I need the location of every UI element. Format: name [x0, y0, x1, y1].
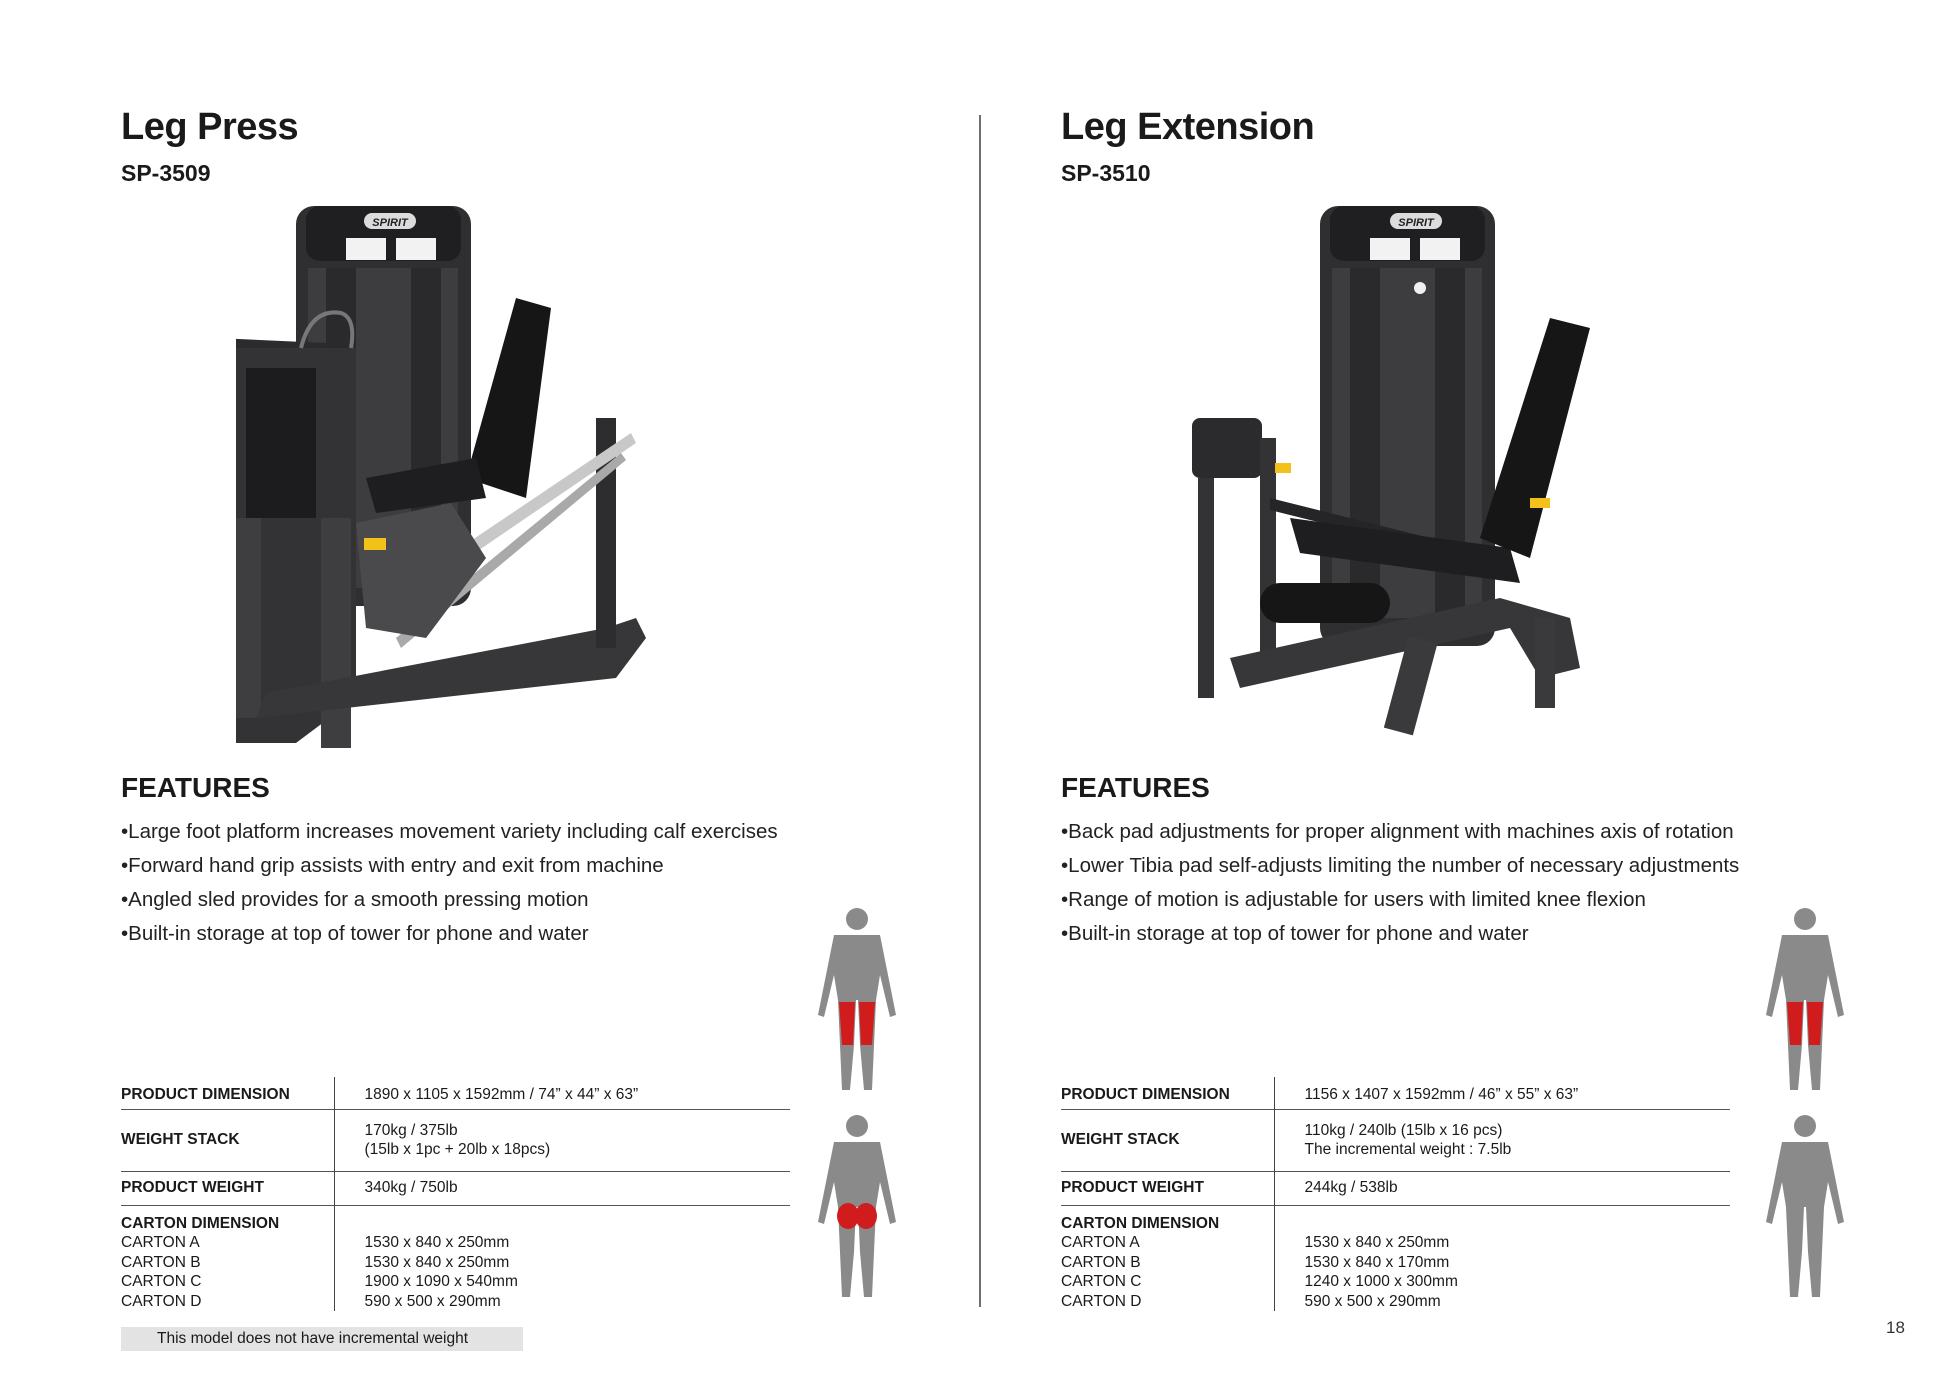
- product-title: Leg Extension: [1061, 106, 1315, 148]
- carton-value: 1530 x 840 x 250mm: [364, 1253, 510, 1271]
- carton-label: CARTON B: [121, 1253, 201, 1271]
- carton-label: CARTON A: [121, 1234, 200, 1251]
- carton-label: CARTON C: [121, 1273, 202, 1290]
- carton-value: 590 x 500 x 290mm: [1304, 1292, 1441, 1310]
- feature-item: •Forward hand grip assists with entry and exit from machine: [121, 854, 664, 877]
- spec-value: 1890 x 1105 x 1592mm / 74” x 44” x 63”: [364, 1085, 639, 1103]
- spec-label: [1061, 1205, 1274, 1311]
- carton-label: CARTON A: [1061, 1234, 1140, 1251]
- feature-item: •Angled sled provides for a smooth pressing motion: [121, 888, 589, 911]
- spec-row: [121, 1109, 790, 1171]
- muscle-back-glutes-icon: [812, 1112, 902, 1302]
- features-list: [1061, 815, 1739, 951]
- spec-row: [121, 1171, 790, 1205]
- feature-item: •Back pad adjustments for proper alignment with machines axis of rotation: [1061, 820, 1734, 843]
- brand-logo: SPIRIT: [1398, 217, 1434, 229]
- features-heading: FEATURES: [121, 772, 270, 803]
- model-number: SP-3509: [121, 160, 211, 186]
- spec-row: [1061, 1205, 1730, 1311]
- feature-item: •Lower Tibia pad self-adjusts limiting the number of necessary adjustments: [1061, 854, 1740, 877]
- spec-value: 244kg / 538lb: [1304, 1179, 1398, 1196]
- spec-value: 340kg / 750lb: [364, 1179, 458, 1196]
- carton-heading: CARTON DIMENSION: [121, 1214, 280, 1232]
- spec-row: [121, 1077, 790, 1109]
- spec-row: [1061, 1077, 1730, 1109]
- carton-label: CARTON B: [1061, 1253, 1141, 1271]
- features-heading: FEATURES: [1061, 772, 1210, 803]
- page-number: 18: [1886, 1318, 1905, 1337]
- spec-label: WEIGHT STACK: [1061, 1109, 1274, 1171]
- carton-value: 1900 x 1090 x 540mm: [364, 1273, 518, 1290]
- spec-label: PRODUCT DIMENSION: [121, 1077, 334, 1109]
- spec-label: PRODUCT WEIGHT: [1061, 1171, 1274, 1205]
- spec-row: [121, 1205, 790, 1311]
- carton-heading: CARTON DIMENSION: [1061, 1214, 1220, 1232]
- spec-row: [1061, 1171, 1730, 1205]
- feature-item: •Large foot platform increases movement variety including calf exercises: [121, 820, 778, 843]
- leg-extension-machine-image: [1180, 198, 1740, 748]
- leg-press-machine-image: [236, 198, 796, 758]
- spec-row: [1061, 1109, 1730, 1171]
- spec-table: [121, 1077, 790, 1311]
- product-leg-extension: [940, 0, 1900, 1376]
- carton-value: 1240 x 1000 x 300mm: [1304, 1273, 1458, 1290]
- carton-label: CARTON D: [121, 1292, 202, 1310]
- weight-stack-line: 170kg / 375lb: [364, 1122, 458, 1139]
- weight-stack-line: (15lb x 1pc + 20lb x 18pcs): [364, 1141, 551, 1158]
- muscle-front-quads-icon: [812, 905, 902, 1095]
- carton-value: 1530 x 840 x 170mm: [1304, 1253, 1450, 1271]
- muscle-back-body-icon: [1760, 1112, 1850, 1302]
- feature-item: •Range of motion is adjustable for users with limited knee flexion: [1061, 888, 1646, 911]
- spec-value: [334, 1205, 790, 1311]
- spec-value: [1274, 1205, 1730, 1311]
- spec-value: [1274, 1109, 1730, 1171]
- muscle-front-quads-icon: [1760, 905, 1850, 1095]
- weight-stack-line: The incremental weight : 7.5lb: [1304, 1141, 1512, 1158]
- model-number: SP-3510: [1061, 160, 1151, 186]
- spec-label: PRODUCT WEIGHT: [121, 1171, 334, 1205]
- spec-value: [334, 1109, 790, 1171]
- carton-value: 590 x 500 x 290mm: [364, 1292, 501, 1310]
- carton-value: 1530 x 840 x 250mm: [1304, 1234, 1450, 1251]
- carton-label: CARTON C: [1061, 1273, 1142, 1290]
- spec-table: [1061, 1077, 1730, 1311]
- product-title: Leg Press: [121, 106, 299, 148]
- spec-label: PRODUCT DIMENSION: [1061, 1077, 1274, 1109]
- feature-item: •Built-in storage at top of tower for phone and water: [121, 922, 589, 945]
- spec-label: WEIGHT STACK: [121, 1109, 334, 1171]
- incremental-weight-note: This model does not have incremental weight: [121, 1327, 523, 1351]
- weight-stack-line: 110kg / 240lb (15lb x 16 pcs): [1304, 1122, 1503, 1139]
- spec-value: 1156 x 1407 x 1592mm / 46” x 55” x 63”: [1304, 1085, 1579, 1103]
- brand-logo: SPIRIT: [372, 217, 408, 229]
- carton-label: CARTON D: [1061, 1292, 1142, 1310]
- features-list: [121, 815, 778, 951]
- product-leg-press: [0, 0, 960, 1376]
- spec-label: [121, 1205, 334, 1311]
- carton-value: 1530 x 840 x 250mm: [364, 1234, 510, 1251]
- feature-item: •Built-in storage at top of tower for phone and water: [1061, 922, 1529, 945]
